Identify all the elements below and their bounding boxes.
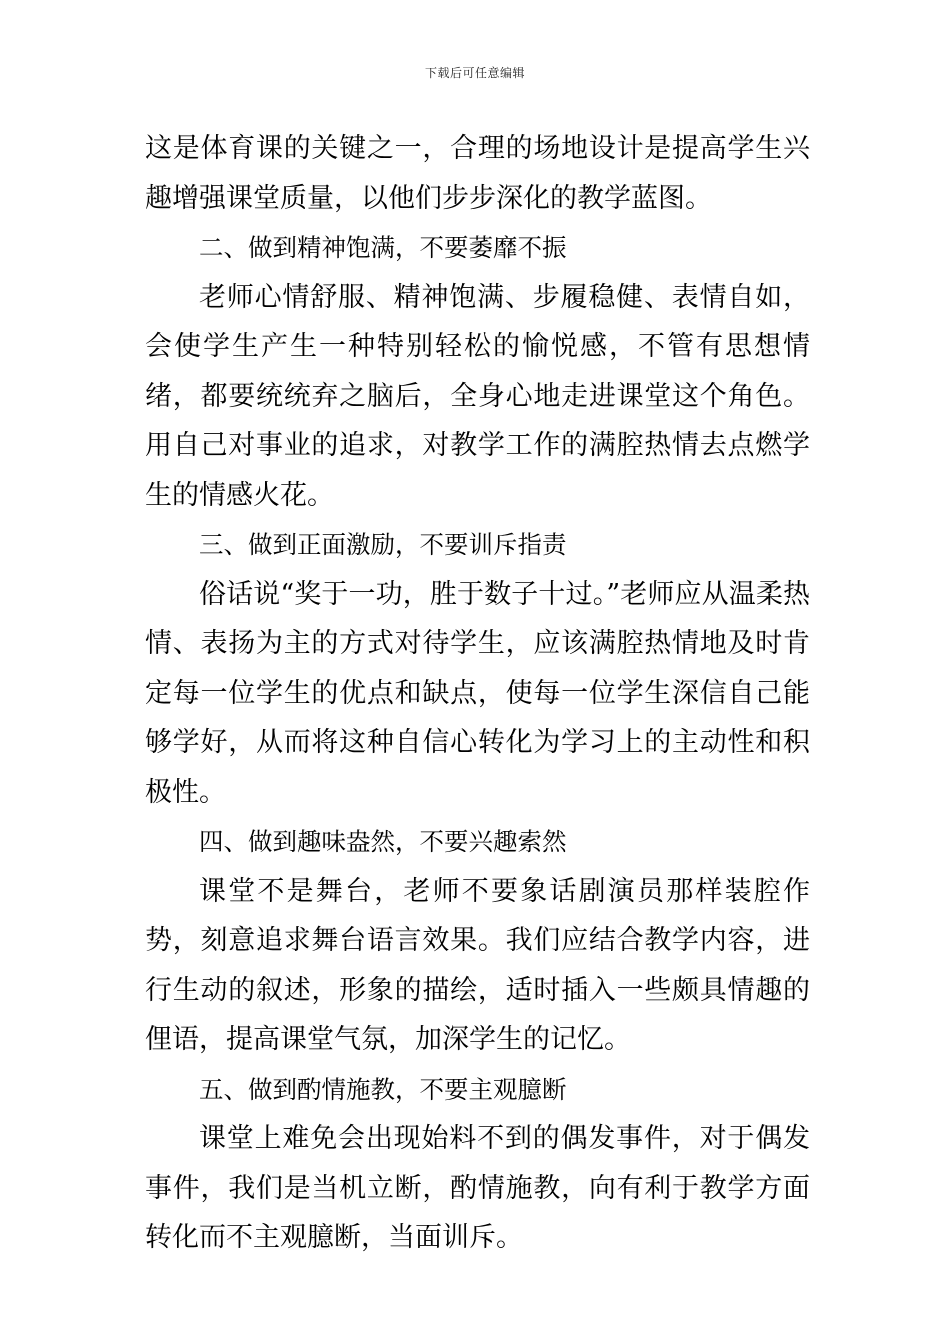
paragraph-section-5: 课堂上难免会出现始料不到的偶发事件，对于偶发事件，我们是当机立断，酌情施教，向有利于教学方面转化而不主观臆断，当面训斥。: [145, 1123, 810, 1253]
section-heading-4: 四、做到趣味盎然，不要兴趣索然: [199, 827, 567, 856]
paragraph-intro: 这是体育课的关键之一，合理的场地设计是提高学生兴趣增强课堂质量，以他们步步深化的教学蓝图。: [145, 133, 810, 214]
section-heading-5: 五、做到酌情施教，不要主观臆断: [199, 1074, 567, 1104]
section-heading-3: 三、做到正面激励，不要训斥指责: [199, 530, 567, 559]
paragraph-section-3: 俗话说“奖于一功，胜于数子十过。”老师应从温柔热情、表扬为主的方式对待学生，应该满腔热情地及时肯定每一位学生的优点和缺点，使每一位学生深信自己能够学好，从而将这种自信心转化为学习上的主动性和积极性。: [145, 578, 810, 808]
document-body: [145, 124, 810, 1263]
page-header: 下载后可任意编辑: [424, 66, 525, 80]
paragraph-section-2: 老师心情舒服、精神饱满、步履稳健、表情自如，会使学生产生一种特别轻松的愉悦感，不管有思想情绪，都要统统弃之脑后，全身心地走进课堂这个角色。用自己对事业的追求，对教学工作的满腔热情去点燃学生的情感火花。: [145, 281, 810, 511]
paragraph-section-4: 课堂不是舞台，老师不要象话剧演员那样装腔作势，刻意追求舞台语言效果。我们应结合教学内容，进行生动的叙述，形象的描绘，适时插入一些颇具情趣的俚语，提高课堂气氛，加深学生的记忆。: [145, 875, 810, 1055]
section-heading-2: 二、做到精神饱满，不要萎靡不振: [199, 233, 567, 262]
